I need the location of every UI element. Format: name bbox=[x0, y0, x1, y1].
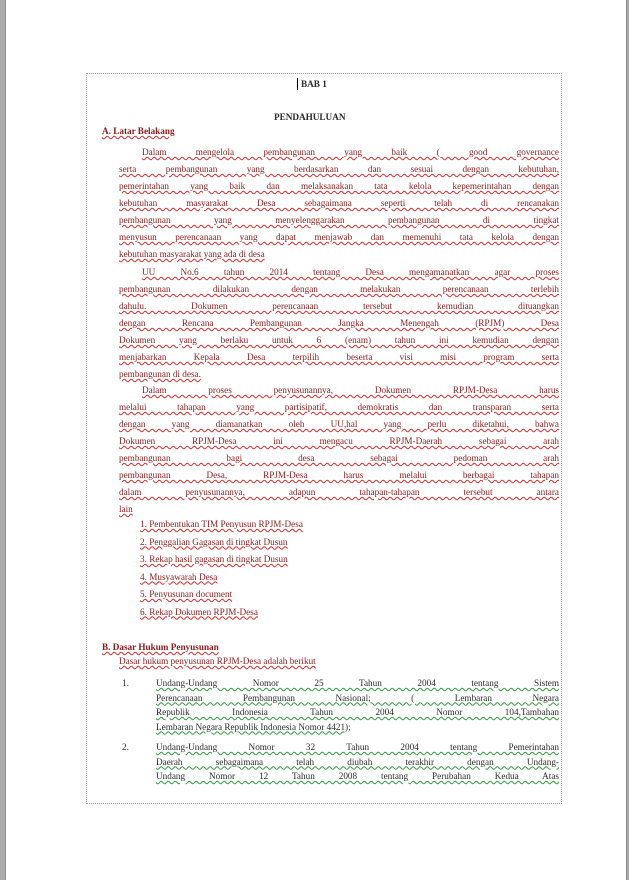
document-page bbox=[5, 0, 627, 880]
text-line: Lembaran Negara Republik Indonesia Nomor 4421); bbox=[156, 721, 351, 732]
text-line: UU No.6 tahun 2014 tentang Desa mengamanatkan agar proses bbox=[142, 267, 559, 277]
section-b-intro: Dasar hukum penyusunan RPJM-Desa adalah berikut bbox=[119, 656, 316, 666]
text-line: 6. Rekap Dokumen RPJM-Desa bbox=[140, 606, 258, 617]
text-line: pembangunan Desa, RPJM-Desa harus melalui berbagai tahapan bbox=[119, 470, 559, 480]
text-line: kebutuhan masyarakat Desa sebagaimana seperti telah di rencanakan bbox=[119, 198, 559, 208]
text-line: dengan yang diamanatkan oleh UU,hal yang perlu diketahui, bahwa bbox=[119, 419, 559, 429]
legal-item-number: 2. bbox=[122, 742, 129, 752]
chapter-heading: BAB 1 bbox=[301, 79, 327, 89]
text-line: pembangunan bagi desa sebagai pedoman arah bbox=[119, 453, 559, 463]
text-line: pembangunan yang menyelenggarakan pembangunan di tingkat bbox=[119, 215, 559, 225]
text-line: pemerintahan yang baik dan melaksanakan tata kelola kepemerintahan dengan bbox=[119, 181, 559, 191]
text-line: Dokumen RPJM-Desa ini mengacu RPJM-Daerah sebagai arah bbox=[119, 436, 559, 446]
text-line: kebutuhan masyarakat yang ada di desa bbox=[119, 249, 265, 259]
text-line: 4. Musyawarah Desa bbox=[140, 571, 218, 582]
text-line: Republik Indonesia Tahun 2004 Nomor 104,Tambahan bbox=[156, 707, 559, 717]
text-line: serta pembangunan yang berdasarkan dan sesuai dengan kebutuhan, bbox=[119, 164, 559, 174]
text-line: lain bbox=[119, 504, 133, 514]
text-line: 2. Penggalian Gagasan di tingkat Dusun bbox=[140, 536, 288, 547]
text-line: pembangunan dilakukan dengan melakukan perencanaan terlebih bbox=[119, 284, 559, 294]
text-line: dahulu. Dokumen perencanaan tersebut kemudian dituangkan bbox=[119, 301, 559, 311]
text-line: Dokumen yang berlaku untuk 6 (enam) tahun ini kemudian dengan bbox=[119, 335, 559, 345]
text-line: Dalam proses penyusunannya, Dokumen RPJM-Desa harus bbox=[142, 385, 559, 395]
text-line: Undang-Undang Nomor 25 Tahun 2004 tentang Sistem bbox=[156, 678, 559, 688]
text-line: dalam penyusunannya, adapun tahapan-tahapan tersebut antara bbox=[119, 487, 559, 497]
text-line: pembangunan di desa. bbox=[119, 369, 201, 379]
text-line: 3. Rekap hasil gagasan di tingkat Dusun bbox=[140, 554, 288, 564]
page-title: PENDAHULUAN bbox=[274, 112, 346, 122]
text-line: 5. Penyusunan document bbox=[140, 589, 233, 599]
text-line: 1. Pembentukan TIM Penyusun RPJM-Desa bbox=[140, 519, 303, 529]
text-line: Undang Nomor 12 Tahun 2008 tentang Perubahan Kedua Atas bbox=[156, 771, 559, 781]
text-line: menjabarkan Kepala Desa terpilih beserta visi misi program serta bbox=[119, 352, 559, 362]
text-line: Dalam mengelola pembangunan yang baik ( good governance bbox=[142, 147, 559, 157]
text-line: Undang-Undang Nomor 32 Tahun 2004 tentang Pemerintahan bbox=[156, 742, 559, 752]
legal-item-number: 1. bbox=[122, 678, 129, 688]
text-line: menyusun perencanaan yang dapat menjawab dan memenuhi tata kelola dengan bbox=[119, 232, 559, 242]
text-line: Daerah sebagaimana telah diubah terakhir dengan Undang- bbox=[156, 756, 559, 767]
section-a-heading: A. Latar Belakang bbox=[102, 126, 175, 136]
text-line: melalui tahapan yang partisipatif, demokratis dan transparan serta bbox=[119, 402, 559, 412]
text-line: dengan Rencana Pembangunan Jangka Menengah (RPJM) Desa bbox=[119, 318, 559, 328]
section-b-heading: B. Dasar Hukum Penyusunan bbox=[102, 642, 219, 652]
text-line: Perencanaan Pembangunan Nasional; ( Lembaran Negara bbox=[156, 692, 559, 703]
text-cursor bbox=[297, 78, 298, 90]
